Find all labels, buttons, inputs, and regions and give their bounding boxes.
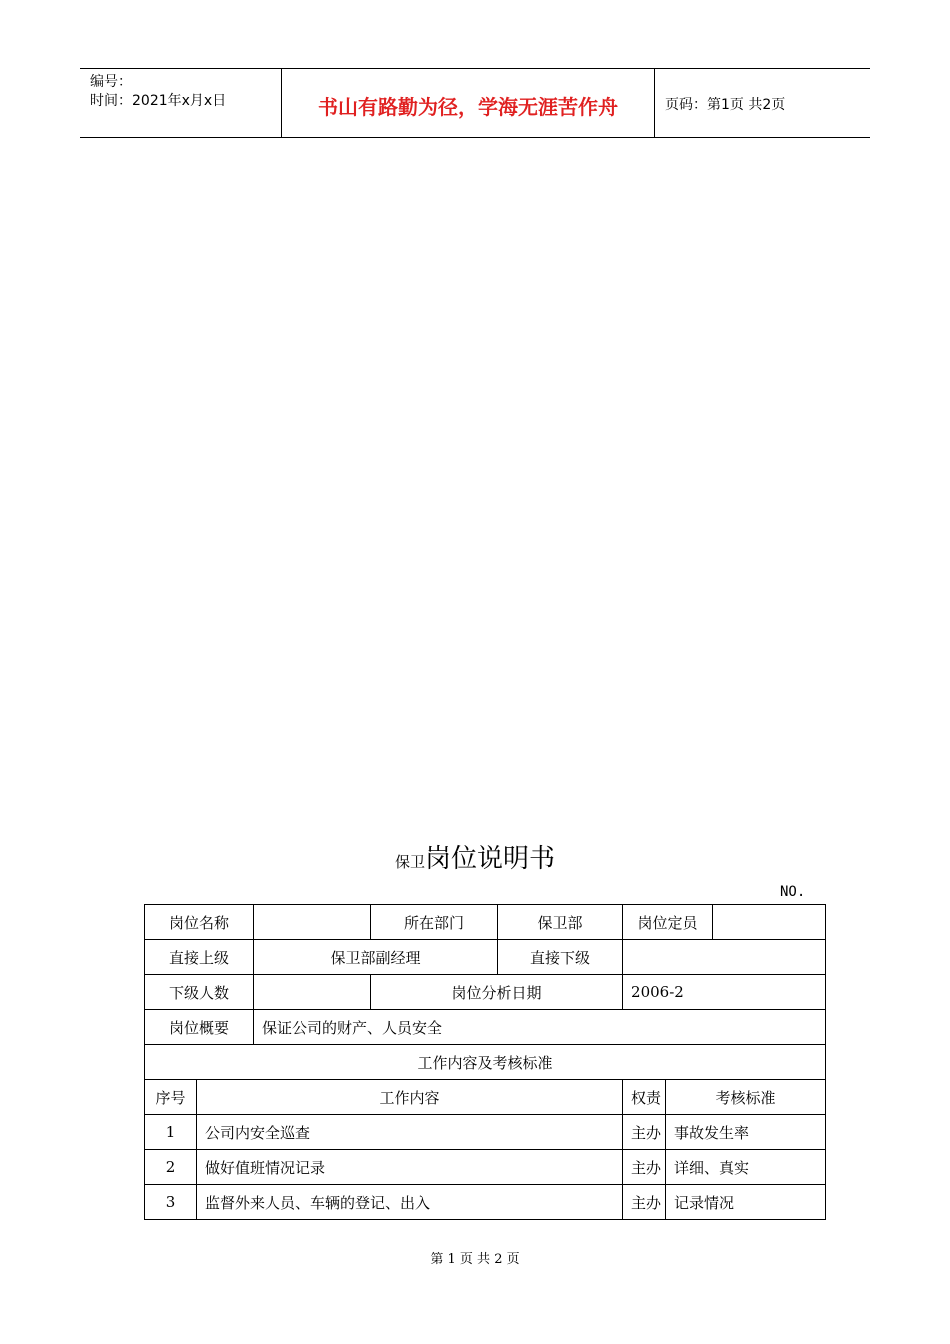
row-number: 3 [145, 1185, 197, 1220]
header-page-cell [655, 69, 870, 137]
page-info: 页码：第1页 共2页 [665, 97, 786, 113]
table-header-row [145, 1080, 826, 1115]
document-header [80, 68, 870, 138]
table-row [145, 1185, 826, 1220]
header-motto-cell [282, 69, 655, 137]
title-prefix: 保卫 [394, 853, 425, 871]
cell-subordinate-count-value [254, 975, 371, 1010]
row-role: 主办 [623, 1150, 666, 1185]
time-label: 时间：2021年x月x日 [90, 93, 227, 109]
cell-label-analysis-date: 岗位分析日期 [371, 975, 623, 1010]
cell-label-department: 所在部门 [371, 905, 498, 940]
number-field-label: NO. [780, 884, 806, 900]
document-title [0, 838, 950, 875]
motto-text: 书山有路勤为径，学海无涯苦作舟 [318, 95, 618, 119]
cell-department-value: 保卫部 [498, 905, 623, 940]
cell-analysis-date-value: 2006-2 [623, 975, 826, 1010]
cell-label-subordinate: 直接下级 [498, 940, 623, 975]
table-row [145, 1115, 826, 1150]
cell-supervisor-value: 保卫部副经理 [254, 940, 498, 975]
table-row [145, 1045, 826, 1080]
page-footer: 第 1 页 共 2 页 [430, 1252, 520, 1267]
row-standard: 详细、真实 [666, 1150, 826, 1185]
cell-subordinate-value [623, 940, 826, 975]
row-content: 做好值班情况记录 [197, 1150, 623, 1185]
row-content: 公司内安全巡查 [197, 1115, 623, 1150]
row-standard: 记录情况 [666, 1185, 826, 1220]
column-header-content: 工作内容 [197, 1080, 623, 1115]
row-number: 1 [145, 1115, 197, 1150]
row-standard: 事故发生率 [666, 1115, 826, 1150]
cell-label-subordinate-count: 下级人数 [145, 975, 254, 1010]
table-row [145, 975, 826, 1010]
section-heading: 工作内容及考核标准 [145, 1045, 826, 1080]
row-content: 监督外来人员、车辆的登记、出入 [197, 1185, 623, 1220]
job-description-table [144, 904, 826, 1220]
column-header-no: 序号 [145, 1080, 197, 1115]
cell-headcount-value [713, 905, 826, 940]
table-row [145, 1150, 826, 1185]
column-header-role: 权责 [623, 1080, 666, 1115]
number-label: 编号： [90, 74, 132, 90]
title-main: 岗位说明书 [425, 844, 556, 874]
table-row [145, 940, 826, 975]
cell-label-position: 岗位名称 [145, 905, 254, 940]
table-row [145, 905, 826, 940]
header-meta-cell [80, 69, 282, 137]
row-role: 主办 [623, 1185, 666, 1220]
cell-label-summary: 岗位概要 [145, 1010, 254, 1045]
cell-label-headcount: 岗位定员 [623, 905, 713, 940]
cell-label-supervisor: 直接上级 [145, 940, 254, 975]
column-header-standard: 考核标准 [666, 1080, 826, 1115]
table-row [145, 1010, 826, 1045]
cell-position-value [254, 905, 371, 940]
row-number: 2 [145, 1150, 197, 1185]
row-role: 主办 [623, 1115, 666, 1150]
cell-summary-value: 保证公司的财产、人员安全 [254, 1010, 826, 1045]
